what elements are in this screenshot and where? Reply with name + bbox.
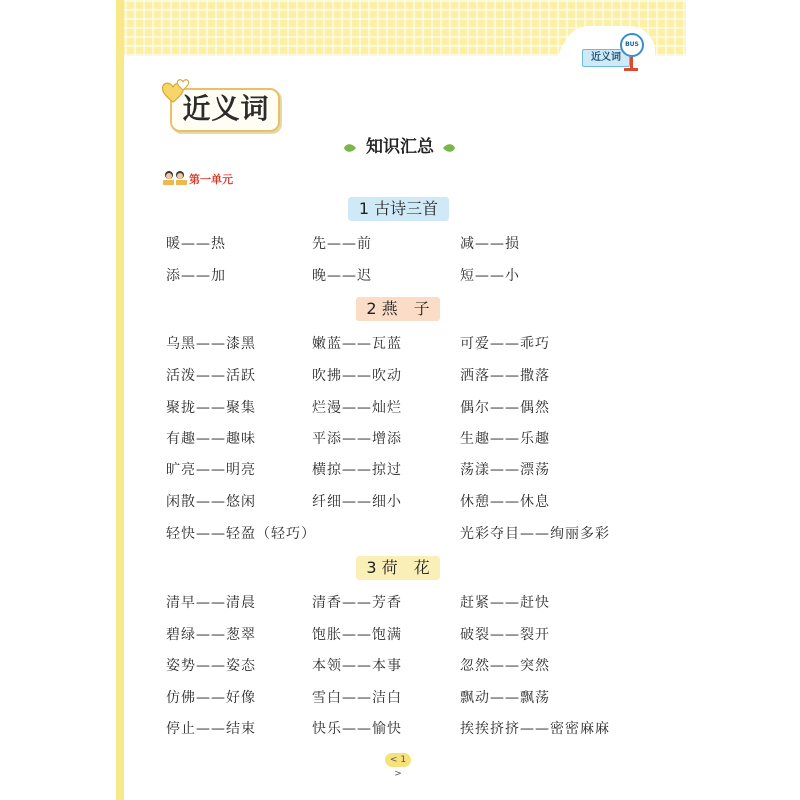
word-pair: 清香——芳香: [312, 595, 402, 611]
word-pair: 忽然——突然: [460, 658, 550, 674]
word-pair: 飘动——飘荡: [460, 690, 550, 706]
word-pair: 挨挨挤挤——密密麻麻: [460, 721, 610, 737]
bus-stop-base: [624, 68, 638, 71]
word-pair: 横掠——掠过: [312, 462, 402, 478]
bus-stop-sign-icon: BUS: [620, 33, 644, 57]
word-pair: 休憩——休息: [460, 494, 550, 510]
header-tag: 近义词: [582, 49, 630, 67]
lesson-2-heading: 2 燕 子: [356, 297, 440, 321]
word-pair: 有趣——趣味: [166, 431, 256, 447]
word-pair: 烂漫——灿烂: [312, 400, 402, 416]
word-pair: 姿势——姿态: [166, 658, 256, 674]
word-pair: 雪白——洁白: [312, 690, 402, 706]
word-pair: 破裂——裂开: [460, 627, 550, 643]
word-pair: 碧绿——葱翠: [166, 627, 256, 643]
page-number: < 1 >: [385, 753, 411, 767]
word-pair: 偶尔——偶然: [460, 400, 550, 416]
lesson-1-heading: 1 古诗三首: [348, 197, 449, 221]
word-pair: 旷亮——明亮: [166, 462, 256, 478]
word-pair: 光彩夺目——绚丽多彩: [460, 526, 610, 542]
unit-label: 第一单元: [189, 173, 233, 186]
lesson-3-heading: 3 荷 花: [356, 556, 440, 580]
word-pair: 赶紧——赶快: [460, 595, 550, 611]
word-pair: 快乐——愉快: [312, 721, 402, 737]
word-pair: 平添——增添: [312, 431, 402, 447]
word-pair: 暖——热: [166, 236, 226, 252]
word-pair: 仿佛——好像: [166, 690, 256, 706]
word-pair: 清早——清晨: [166, 595, 256, 611]
children-reading-icon: [162, 170, 188, 186]
section-heading: 知识汇总: [366, 137, 434, 157]
word-pair: 先——前: [312, 236, 372, 252]
word-pair: 洒落——撒落: [460, 368, 550, 384]
left-margin-strip: [116, 0, 124, 800]
word-pair: 可爱——乖巧: [460, 336, 550, 352]
word-pair: 生趣——乐趣: [460, 431, 550, 447]
word-pair: 吹拂——吹动: [312, 368, 402, 384]
word-pair: 闲散——悠闲: [166, 494, 256, 510]
leaf-icon-right: [442, 143, 456, 153]
word-pair: 嫩蓝——瓦蓝: [312, 336, 402, 352]
word-pair: 纤细——细小: [312, 494, 402, 510]
word-pair: 停止——结束: [166, 721, 256, 737]
word-pair: 聚拢——聚集: [166, 400, 256, 416]
word-pair: 减——损: [460, 236, 520, 252]
page-title: 近义词: [182, 92, 270, 125]
word-pair: 荡漾——漂荡: [460, 462, 550, 478]
word-pair: 晚——迟: [312, 268, 372, 284]
word-pair: 饱胀——饱满: [312, 627, 402, 643]
word-pair: 乌黑——漆黑: [166, 336, 256, 352]
word-pair: 活泼——活跃: [166, 368, 256, 384]
word-pair: 添——加: [166, 268, 226, 284]
word-pair: 短——小: [460, 268, 520, 284]
word-pair: 轻快——轻盈（轻巧）: [166, 526, 316, 542]
word-pair: 本领——本事: [312, 658, 402, 674]
